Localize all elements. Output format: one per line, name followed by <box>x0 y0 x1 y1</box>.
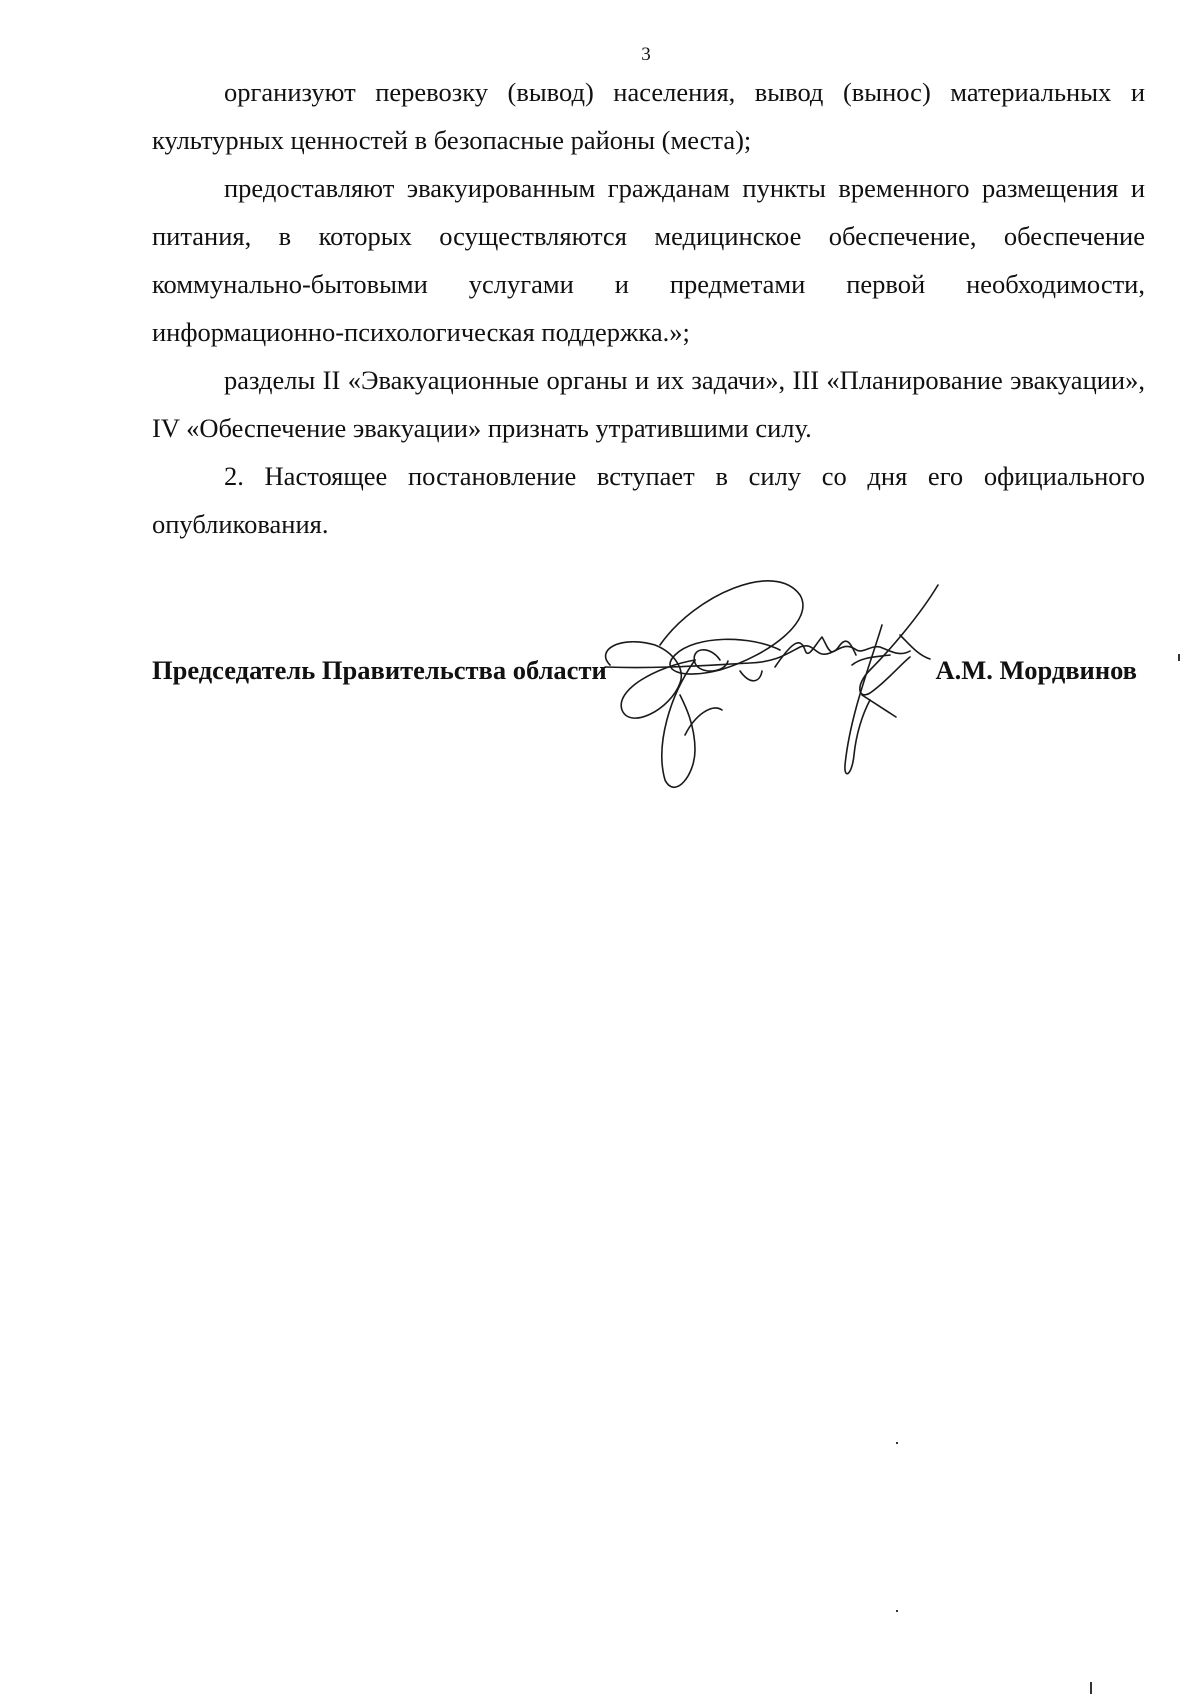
signatory-title: Председатель Правительства области <box>152 655 607 685</box>
scan-artifact <box>896 1442 898 1444</box>
signatory-name: А.М. Мордвинов <box>935 655 1137 685</box>
document-body <box>152 68 1145 548</box>
paragraph-entry-into-force: 2. Настоящее постановление вступает в силу со дня его официального опубликования. <box>152 461 1145 539</box>
paragraph-transport-organization: организуют перевозку (вывод) населения, вывод (вынос) материальных и культурных ценностей в безопасные районы (места); <box>152 77 1145 155</box>
scan-artifact <box>1090 1682 1092 1694</box>
scan-artifact <box>896 1610 898 1612</box>
page-number: 3 <box>641 44 651 65</box>
paragraph-sections-repealed: разделы II «Эвакуационные органы и их задачи», III «Планирование эвакуации», IV «Обеспечение эвакуации» признать утратившими силу. <box>152 365 1145 443</box>
signature-block <box>152 650 1137 690</box>
scan-artifact <box>1178 654 1180 661</box>
paragraph-temporary-accommodation: предоставляют эвакуированным гражданам пункты временного размещения и питания, в которых осуществляются медицинское обеспечение, обеспечение коммунально-бытовыми услугами и предметами первой необходимости, информационно-психологическая поддержка.»; <box>152 173 1145 347</box>
